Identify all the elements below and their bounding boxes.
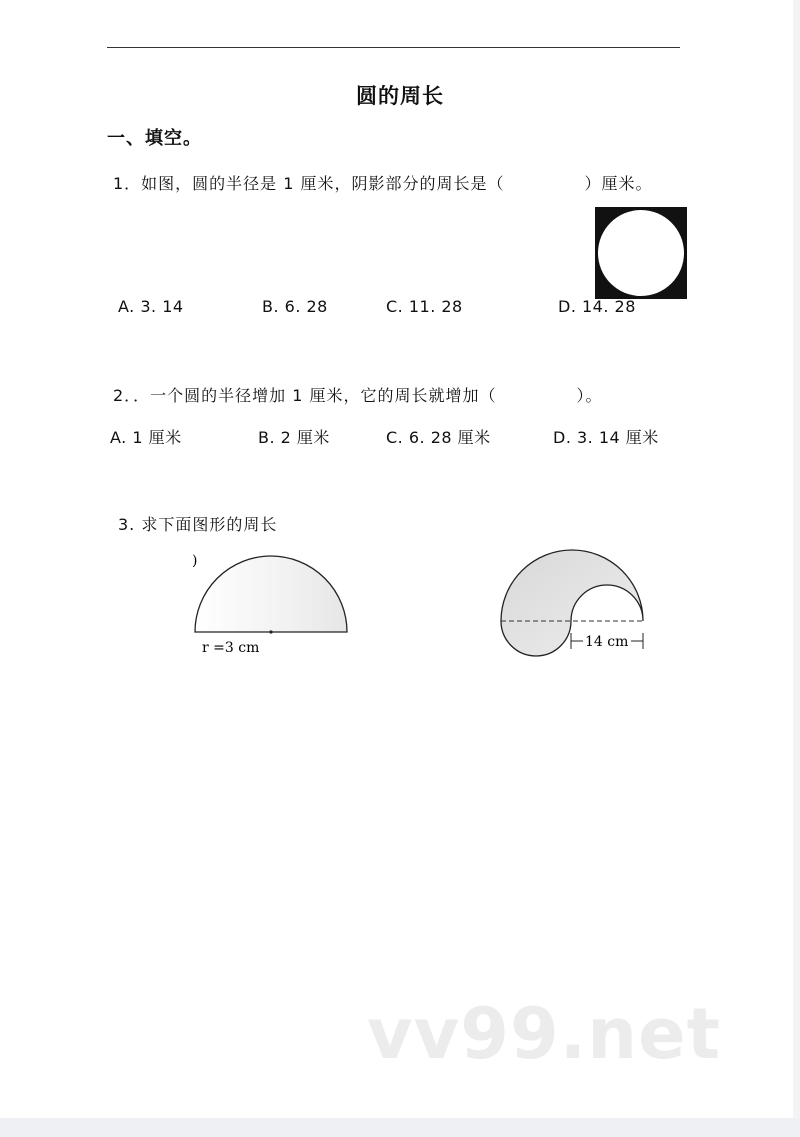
q2-option-c: C. 6. 28 厘米 [386, 428, 491, 447]
semicircle-shape [195, 556, 347, 632]
q2-option-b: B. 2 厘米 [258, 428, 330, 447]
section-heading: 一、填空。 [107, 128, 202, 149]
page-title: 圆的周长 [356, 84, 444, 108]
q1-option-b: B. 6. 28 [262, 297, 328, 316]
q1-option-d: D. 14. 28 [558, 297, 636, 316]
center-dot [269, 630, 272, 633]
semicircle-figure [180, 545, 365, 660]
q1-option-a: A. 3. 14 [118, 297, 184, 316]
question-3: 3. 求下面图形的周长 [118, 515, 278, 534]
q2-option-a: A. 1 厘米 [110, 428, 182, 447]
question-2 [113, 383, 603, 406]
figure-1-paren: ) [192, 553, 198, 569]
header-rule [107, 47, 680, 48]
watermark: vv99.net [367, 993, 722, 1075]
page-bottom-strip [0, 1118, 800, 1137]
white-circle [598, 210, 684, 296]
figure-1-radius-label: r =3 cm [202, 640, 260, 656]
composite-arc-figure [495, 545, 655, 665]
q1-option-c: C. 11. 28 [386, 297, 463, 316]
q2-option-d: D. 3. 14 厘米 [553, 428, 659, 447]
page-right-edge [793, 0, 800, 1118]
question-2-text: 2．．一个圆的半径增加 1 厘米，它的周长就增加（ [113, 386, 497, 405]
question-1 [113, 171, 653, 194]
shaded-square-circle-figure [595, 207, 687, 299]
question-1-text-end: ）厘米。 [584, 174, 653, 193]
question-2-text-end: ）。 [576, 386, 603, 405]
figure-2-width-label: 14 cm [585, 634, 629, 650]
question-1-text: 1．如图，圆的半径是 1 厘米，阴影部分的周长是（ [113, 174, 505, 193]
